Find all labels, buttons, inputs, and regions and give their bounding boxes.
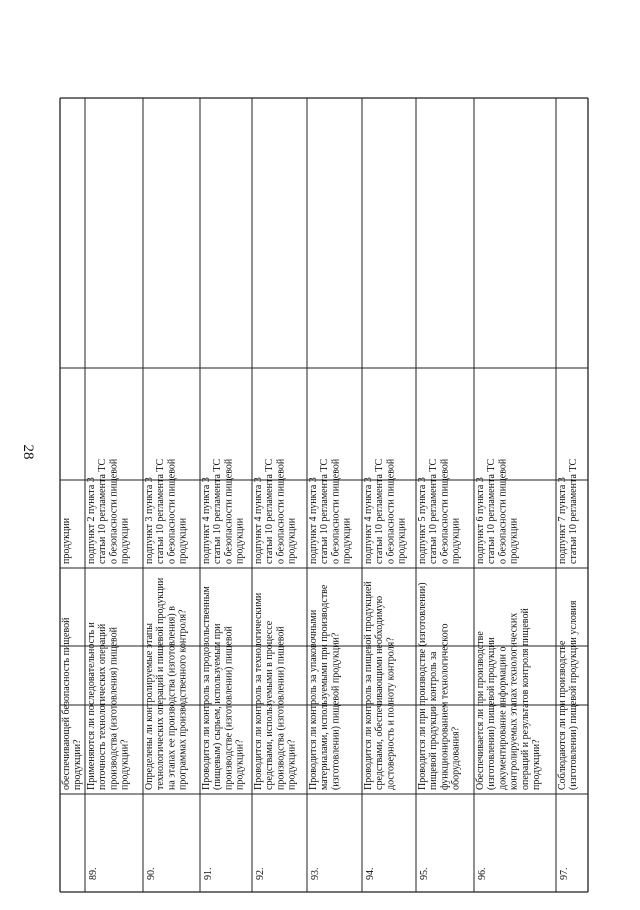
reference-text: о безопасности пищевой [108,458,120,564]
question-text: поточность технологических операций [97,623,109,790]
row-number: 93. [310,867,321,880]
question-text: Определены ли контролируемые этапы [144,623,155,790]
question-text: Проводится ли контроль за технологическими [253,592,264,790]
question-text: Проводится ли контроль за пищевой продукцией [363,581,374,790]
question-text: Обеспечивается ли при производстве [475,631,486,790]
question-text: продукции? [119,739,131,790]
question-text: технологических операций и пищевой продукции [155,577,167,790]
question-text: материалами, используемыми при производстве [319,584,331,790]
row-number: 91. [203,867,214,880]
reference-text: подпункт 7 пункта 3 [557,477,568,564]
reference-text: подпункт 2 пункта 3 [86,477,97,564]
question-text: (пищевым) сырьем, используемым при [212,623,224,790]
reference-text: статьи 10 регламента ТС [428,458,440,564]
question-text: операций и результатов контроля пищевой [519,608,531,790]
question-text: производства (изготовления) пищевой [108,626,120,790]
row-number: 90. [146,867,157,880]
reference-text: о безопасности пищевой [275,458,287,564]
reference-text: подпункт 4 пункта 3 [253,477,264,564]
reference-text: статьи 10 регламента ТС [155,458,167,564]
question-text: (изготовлении) пищевой продукции [486,637,498,790]
question-text: пищевой продукции контроль за [428,651,440,790]
reference-text: статьи 10 регламента ТС [264,458,276,564]
reference-text: о безопасности пищевой [223,458,235,564]
question-text: программах производственного контроля? [177,609,189,790]
question-text: на этапах ее производства (изготовления) в [166,606,178,790]
row-number: 94. [365,867,376,880]
row-number: 97. [559,867,570,880]
reference-text: продукции [341,517,353,564]
reference-text: подпункт 5 пункта 3 [417,477,428,564]
reference-text: продукции [450,517,462,564]
question-text: Проводится ли при производстве (изготовлении) [417,582,428,790]
reference-text: продукции [508,517,520,564]
page-number: 28 [20,444,37,460]
question-text: документирование информации о [497,646,509,790]
question-text: производстве (изготовлении) пищевой [223,626,235,790]
reference-text: о безопасности пищевой [330,458,342,564]
question-text: продукции? [72,739,84,790]
reference-text: продукции [61,517,72,564]
reference-text: о безопасности пищевой [439,458,451,564]
reference-text: подпункт 3 пункта 3 [144,477,155,564]
reference-text: подпункт 6 пункта 3 [475,477,486,564]
question-text: контролируемых этапах технологических [508,612,520,790]
question-text: функционированием технологического [439,623,451,790]
question-text: (изготовлении) пищевой продукции условия [568,600,580,790]
question-text: Проводится ли контроль за продовольственным [201,586,212,790]
question-text: средствами, обеспечивающими необходимую [374,595,386,790]
question-text: достоверность и полноту контроля? [385,637,397,790]
row-number: 89. [88,867,99,880]
question-text: (изготовлении) пищевой продукции? [330,632,342,790]
reference-text: подпункт 4 пункта 3 [363,477,374,564]
reference-text: о безопасности пищевой [497,458,509,564]
question-text: оборудования? [450,726,462,790]
reference-text: подпункт 4 пункта 3 [308,477,319,564]
reference-text: подпункт 4 пункта 3 [201,477,212,564]
reference-text: статьи 10 регламента ТС [374,458,386,564]
reference-text: статьи 10 регламента ТС [212,458,224,564]
reference-text: продукции [396,517,408,564]
question-text: обеспечивающей безопасность пищевой [61,617,72,790]
row-number: 92. [255,867,266,880]
reference-text: продукции [286,517,298,564]
reference-text: о безопасности пищевой [385,458,397,564]
question-text: Применяются ли последовательность и [86,622,97,790]
reference-text: продукции [119,517,131,564]
question-text: продукции? [234,739,246,790]
question-text: Соблюдаются ли при производстве [557,640,568,790]
reference-text: о безопасности пищевой [166,458,178,564]
question-text: продукции? [531,739,542,790]
question-text: производства (изготовлении) пищевой [275,626,287,790]
reference-text: статьи 10 регламента ТС [319,458,331,564]
question-text: продукции? [286,739,298,790]
row-number: 96. [477,867,488,880]
question-text: Проводится ли контроль за упаковочными [308,609,319,790]
reference-text: статьи 10 регламента ТС [97,458,109,564]
reference-text: продукции [177,517,189,564]
reference-text: статьи 10 регламента ТС [486,458,498,564]
reference-text: статьи 10 регламента ТС [568,458,580,564]
reference-text: продукции [234,517,246,564]
row-number: 95. [419,867,430,880]
question-text: средствами, используемыми в процессе [264,620,276,790]
